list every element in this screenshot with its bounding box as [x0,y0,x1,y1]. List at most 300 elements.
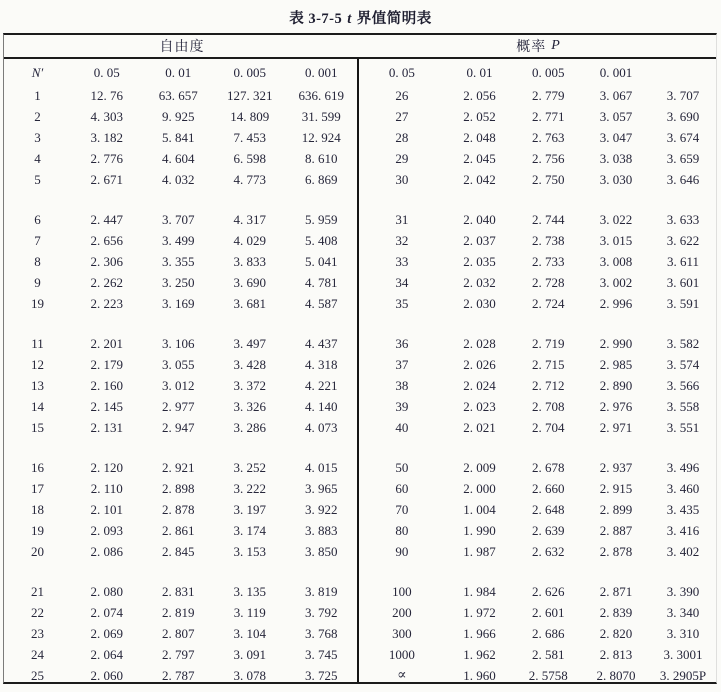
value-cell: 2. 632 [531,544,565,559]
table-row [4,333,357,354]
value-cell: 2. 037 [463,233,496,248]
value-cell: 4. 221 [304,378,338,393]
value-cell: 2. 996 [599,296,633,311]
table-row [4,293,357,314]
value-cell: 3. 119 [233,605,266,620]
value-cell: 4. 140 [304,399,338,414]
table-left-half [4,59,359,682]
value-cell: 3. 416 [666,523,700,538]
row-label: 3 [34,130,41,145]
value-cell: 3. 707 [666,88,700,103]
value-cell: 2. 074 [90,605,124,620]
value-cell: 3. 055 [162,357,195,372]
table-row [4,644,357,665]
value-cell: 2. 719 [531,336,565,351]
table-row [4,354,357,375]
value-cell: 3. 022 [599,212,633,227]
value-cell: 3. 326 [233,399,266,414]
value-cell: 3. 047 [599,130,633,145]
value-cell: 2. 733 [531,254,565,269]
row-label: 300 [392,626,412,641]
value-cell: 2. 878 [162,502,195,517]
value-cell: 3. 768 [304,626,338,641]
table-row [4,417,357,438]
value-cell: 2. 704 [531,420,565,435]
left-column-header: N′ [31,64,44,80]
table-row [359,251,716,272]
left-body [4,85,357,686]
value-cell: 2. 120 [90,460,124,475]
value-cell: 3. 2905P [659,668,707,683]
value-cell: 3. 091 [233,647,266,662]
row-label: 30 [395,172,409,187]
value-cell: 3. 197 [233,502,266,517]
value-cell: 3. 497 [233,336,266,351]
value-cell: 2. 009 [463,460,496,475]
value-cell: 3. 372 [233,378,266,393]
table-row [359,499,716,520]
value-cell: 3. 222 [233,481,266,496]
value-cell: 1. 987 [463,544,496,559]
value-cell: 3. 435 [666,502,700,517]
row-label: 2 [34,109,41,124]
value-cell: 2. 990 [599,336,633,351]
row-label: 31 [395,212,409,227]
value-cell: 3. 674 [666,130,700,145]
table-right-half [359,59,716,682]
row-label: 21 [31,584,45,599]
value-cell: 2. 887 [599,523,633,538]
value-cell: 3. 402 [666,544,700,559]
table-row [4,375,357,396]
value-cell: 3. 659 [666,151,700,166]
value-cell: 2. 976 [599,399,633,414]
row-label: 29 [395,151,409,166]
value-cell: 2. 890 [599,378,633,393]
row-label: 38 [395,378,409,393]
table-row [359,541,716,562]
table-row [4,127,357,148]
row-label: 35 [395,296,409,311]
value-cell: 2. 262 [90,275,124,290]
value-cell: 2. 026 [463,357,496,372]
row-label: 18 [31,502,45,517]
table-row [4,602,357,623]
value-cell: 3. 922 [304,502,338,517]
table-row [359,85,716,106]
value-cell: 5. 959 [304,212,338,227]
value-cell: 12. 924 [301,130,341,145]
right-column-header: 0. 005 [531,64,565,80]
value-cell: 636. 619 [298,88,344,103]
table-row [4,520,357,541]
row-label: 15 [31,420,45,435]
row-label: 8 [34,254,41,269]
value-cell: 2. 656 [90,233,124,248]
row-label: 9 [34,275,41,290]
table-row [359,644,716,665]
row-label: 6 [34,212,41,227]
value-cell: 3. 792 [304,605,338,620]
table-row [4,148,357,169]
value-cell: 2. 639 [531,523,565,538]
value-cell: 3. 591 [666,296,700,311]
group-spacer [4,438,357,457]
value-cell: 4. 032 [162,172,195,187]
value-cell: 3. 622 [666,233,700,248]
table-row [359,169,716,190]
value-cell: 3. 428 [233,357,266,372]
value-cell: 2. 110 [90,481,123,496]
value-cell: 3. 078 [233,668,266,683]
value-cell: 2. 223 [90,296,124,311]
value-cell: 2. 977 [162,399,195,414]
table-row [4,499,357,520]
value-cell: 2. 715 [531,357,565,372]
group-spacer [359,314,716,333]
table-row [359,417,716,438]
value-cell: 2. 060 [90,668,124,683]
value-cell: 1. 004 [463,502,496,517]
value-cell: 2. 861 [162,523,195,538]
value-cell: 2. 871 [599,584,633,599]
group-spacer [4,190,357,209]
row-label: 16 [31,460,45,475]
table-row [359,478,716,499]
value-cell: 31. 599 [301,109,341,124]
degrees-of-freedom-header [4,35,360,57]
value-cell: 3. 008 [599,254,633,269]
value-cell: 1. 966 [463,626,496,641]
value-cell: 2. 045 [463,151,496,166]
value-cell: 3. 182 [90,130,124,145]
value-cell: 3. 002 [599,275,633,290]
value-cell: 5. 841 [162,130,195,145]
value-cell: 3. 883 [304,523,338,538]
value-cell: 9. 925 [162,109,195,124]
value-cell: 2. 686 [531,626,565,641]
value-cell: 2. 921 [162,460,195,475]
value-cell: 4. 073 [304,420,338,435]
value-cell: 2. 744 [531,212,565,227]
value-cell: 2. 048 [463,130,496,145]
row-label: 26 [395,88,409,103]
value-cell: 3. 499 [162,233,195,248]
table-row [4,478,357,499]
table-row [359,396,716,417]
row-label: 40 [395,420,409,435]
probability-header [360,35,716,57]
table-row [4,169,357,190]
value-cell: 3. 646 [666,172,700,187]
value-cell: 3. 104 [233,626,266,641]
right-headers [359,59,716,85]
value-cell: 2. 5758 [528,668,568,683]
value-cell: 3. 819 [304,584,338,599]
value-cell: 3. 460 [666,481,700,496]
value-cell: 3. 012 [162,378,195,393]
value-cell: 3. 496 [666,460,700,475]
value-cell: 7. 453 [233,130,266,145]
row-label: 27 [395,109,409,124]
table-title-number: 表 3-7-5 [289,11,343,27]
value-cell: 2. 797 [162,647,195,662]
row-label: ∝ [397,668,407,683]
value-cell: 2. 035 [463,254,496,269]
table-row [359,602,716,623]
value-cell: 3. 390 [666,584,700,599]
row-label: 24 [31,647,45,662]
value-cell: 2. 738 [531,233,565,248]
value-cell: 6. 869 [304,172,338,187]
value-cell: 3. 707 [162,212,195,227]
left-column-header: 0. 005 [233,64,266,80]
value-cell: 3. 250 [162,275,195,290]
value-cell: 2. 712 [531,378,565,393]
value-cell: 5. 408 [304,233,338,248]
table-row [4,457,357,478]
value-cell: 3. 725 [304,668,338,683]
row-label: 60 [395,481,409,496]
value-cell: 1. 984 [463,584,496,599]
table-title-text: 界值简明表 [356,11,432,27]
group-spacer [359,438,716,457]
probability-variable: P [551,38,560,53]
table-row [359,127,716,148]
value-cell: 1. 990 [463,523,496,538]
value-cell: 3. 833 [233,254,266,269]
value-cell: 3. 174 [233,523,266,538]
value-cell: 2. 813 [599,647,633,662]
value-cell: 3. 3001 [663,647,703,662]
value-cell: 2. 052 [463,109,496,124]
value-cell: 2. 660 [531,481,565,496]
value-cell: 6. 598 [233,151,266,166]
value-cell: 3. 057 [599,109,633,124]
value-cell: 2. 915 [599,481,633,496]
left-column-header: 0. 05 [93,64,120,80]
left-column-header: 0. 01 [165,64,192,80]
value-cell: 2. 028 [463,336,496,351]
row-label: 39 [395,399,409,414]
table-row [359,375,716,396]
group-spacer [4,562,357,581]
value-cell: 3. 690 [666,109,700,124]
value-cell: 3. 030 [599,172,633,187]
table-row [359,272,716,293]
group-spacer [359,562,716,581]
row-label: 25 [31,668,45,683]
table-row [4,230,357,251]
row-label: 11 [31,336,44,351]
value-cell: 2. 021 [463,420,496,435]
value-cell: 2. 898 [162,481,195,496]
group-spacer [359,190,716,209]
value-cell: 2. 000 [463,481,496,496]
value-cell: 3. 690 [233,275,266,290]
row-label: 200 [392,605,412,620]
table-row [359,106,716,127]
value-cell: 2. 845 [162,544,195,559]
value-cell: 3. 601 [666,275,700,290]
value-cell: 2. 080 [90,584,124,599]
value-cell: 4. 015 [304,460,338,475]
row-label: 22 [31,605,45,620]
value-cell: 1. 962 [463,647,496,662]
row-label: 7 [34,233,41,248]
value-cell: 2. 069 [90,626,124,641]
value-cell: 2. 131 [90,420,124,435]
row-label: 13 [31,378,45,393]
right-column-header: 0. 001 [599,64,633,80]
value-cell: 2. 8070 [596,668,636,683]
value-cell: 2. 787 [162,668,195,683]
row-label: 17 [31,481,45,496]
value-cell: 3. 038 [599,151,633,166]
value-cell: 2. 820 [599,626,633,641]
value-cell: 2. 724 [531,296,565,311]
value-cell: 2. 819 [162,605,195,620]
value-cell: 1. 972 [463,605,496,620]
row-label: 32 [395,233,409,248]
value-cell: 2. 771 [531,109,565,124]
row-label: 12 [31,357,45,372]
left-column-header: 0. 001 [304,64,338,80]
value-cell: 2. 807 [162,626,195,641]
value-cell: 2. 708 [531,399,565,414]
table-row [4,251,357,272]
value-cell: 1. 960 [463,668,496,683]
value-cell: 3. 135 [233,584,266,599]
value-cell: 2. 776 [90,151,124,166]
group-header-band [4,35,716,59]
right-column-header: 0. 05 [388,64,415,80]
value-cell: 3. 574 [666,357,700,372]
value-cell: 3. 965 [304,481,338,496]
value-cell: 2. 750 [531,172,565,187]
value-cell: 12. 76 [90,88,124,103]
table-row [359,148,716,169]
value-cell: 5. 041 [304,254,338,269]
value-cell: 3. 067 [599,88,633,103]
table-row [359,333,716,354]
table-row [359,230,716,251]
row-label: 33 [395,254,409,269]
table-row [4,396,357,417]
value-cell: 2. 201 [90,336,124,351]
value-cell: 3. 310 [666,626,700,641]
table-row [4,581,357,602]
value-cell: 3. 551 [666,420,700,435]
value-cell: 2. 306 [90,254,124,269]
table-row [359,293,716,314]
value-cell: 4. 587 [304,296,338,311]
value-cell: 3. 153 [233,544,266,559]
row-label: 90 [395,544,409,559]
value-cell: 8. 610 [304,151,338,166]
value-cell: 4. 781 [304,275,338,290]
value-cell: 2. 937 [599,460,633,475]
value-cell: 2. 064 [90,647,124,662]
value-cell: 3. 566 [666,378,700,393]
row-label: 37 [395,357,409,372]
value-cell: 4. 318 [304,357,338,372]
table-row [359,665,716,686]
row-label: 1000 [388,647,415,662]
row-label: 70 [395,502,409,517]
value-cell: 3. 106 [162,336,195,351]
value-cell: 2. 779 [531,88,565,103]
value-cell: 4. 029 [233,233,266,248]
value-cell: 14. 809 [230,109,270,124]
value-cell: 3. 611 [666,254,699,269]
table-row [359,623,716,644]
table-title-variable: t [347,11,352,27]
value-cell: 4. 317 [233,212,266,227]
value-cell: 2. 728 [531,275,565,290]
value-cell: 2. 023 [463,399,496,414]
table-row [4,665,357,686]
value-cell: 2. 899 [599,502,633,517]
row-label: 1 [34,88,41,103]
table-title [0,7,721,28]
right-body [359,85,716,686]
value-cell: 2. 093 [90,523,124,538]
value-cell: 2. 831 [162,584,195,599]
table-row [4,85,357,106]
value-cell: 3. 582 [666,336,700,351]
value-cell: 3. 355 [162,254,195,269]
table-row [4,623,357,644]
value-cell: 2. 024 [463,378,496,393]
table-row [359,520,716,541]
value-cell: 127. 321 [226,88,273,103]
row-label: 20 [31,544,45,559]
row-label: 80 [395,523,409,538]
row-label: 23 [31,626,45,641]
value-cell: 2. 648 [531,502,565,517]
row-label: 36 [395,336,409,351]
value-cell: 2. 101 [90,502,124,517]
value-cell: 3. 252 [233,460,266,475]
value-cell: 2. 447 [90,212,124,227]
value-cell: 63. 657 [158,88,198,103]
row-label: 4 [34,151,41,166]
value-cell: 2. 756 [531,151,565,166]
row-label: 50 [395,460,409,475]
value-cell: 2. 626 [531,584,565,599]
row-label: 5 [34,172,41,187]
value-cell: 2. 601 [531,605,565,620]
value-cell: 3. 681 [233,296,266,311]
row-label: 19 [31,296,45,311]
row-label: 28 [395,130,409,145]
value-cell: 2. 040 [463,212,496,227]
row-label: 14 [31,399,45,414]
t-critical-values-table [3,33,717,684]
table-body [4,59,716,682]
value-cell: 2. 145 [90,399,124,414]
table-row [359,209,716,230]
value-cell: 3. 850 [304,544,338,559]
value-cell: 4. 303 [90,109,124,124]
value-cell: 4. 437 [304,336,338,351]
value-cell: 2. 985 [599,357,633,372]
value-cell: 2. 030 [463,296,496,311]
value-cell: 3. 558 [666,399,700,414]
row-label: 100 [392,584,412,599]
value-cell: 2. 160 [90,378,124,393]
